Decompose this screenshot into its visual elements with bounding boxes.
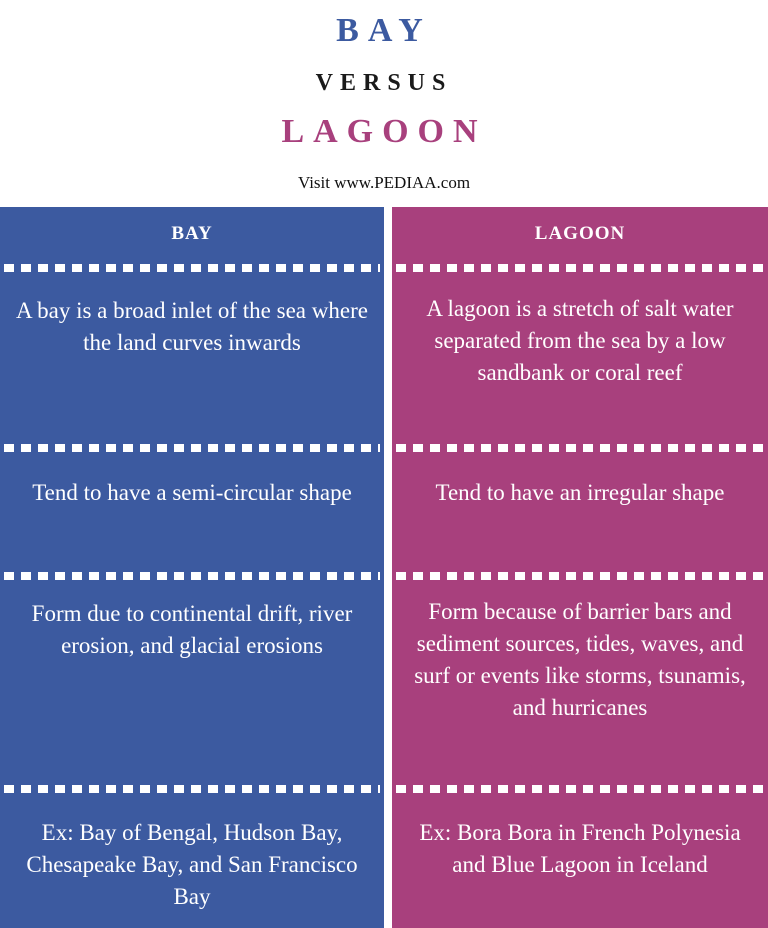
row-divider xyxy=(396,785,764,793)
row-divider xyxy=(396,572,764,580)
lagoon-shape: Tend to have an irregular shape xyxy=(435,480,725,505)
lagoon-examples: Ex: Bora Bora in French Polynesia and Blue Lagoon in Iceland xyxy=(419,820,741,877)
title-versus: VERSUS xyxy=(315,70,453,96)
bay-formation: Form due to continental drift, river erosion, and glacial erosions xyxy=(31,601,353,658)
bay-definition: A bay is a broad inlet of the sea where the land curves inwards xyxy=(16,298,368,355)
title-bay: BAY xyxy=(336,12,432,49)
row-divider xyxy=(4,572,380,580)
visit-link-text: Visit www.PEDIAA.com xyxy=(297,173,471,192)
lagoon-definition: A lagoon is a stretch of salt water separated from the sea by a low sandbank or coral reef xyxy=(426,296,734,385)
lagoon-column-heading: LAGOON xyxy=(534,223,626,244)
row-divider xyxy=(4,785,380,793)
row-divider xyxy=(396,264,764,272)
title-lagoon: LAGOON xyxy=(281,113,487,150)
bay-column xyxy=(0,207,384,928)
row-divider xyxy=(4,264,380,272)
bay-shape: Tend to have a semi-circular shape xyxy=(32,480,352,505)
lagoon-column xyxy=(392,207,768,928)
bay-column-heading: BAY xyxy=(171,223,213,244)
row-divider xyxy=(396,444,764,452)
lagoon-formation: Form because of barrier bars and sediment sources, tides, waves, and surf or events like storms, tsunamis, and hurricanes xyxy=(414,599,746,720)
bay-examples: Ex: Bay of Bengal, Hudson Bay, Chesapeake Bay, and San Francisco Bay xyxy=(26,820,358,909)
row-divider xyxy=(4,444,380,452)
